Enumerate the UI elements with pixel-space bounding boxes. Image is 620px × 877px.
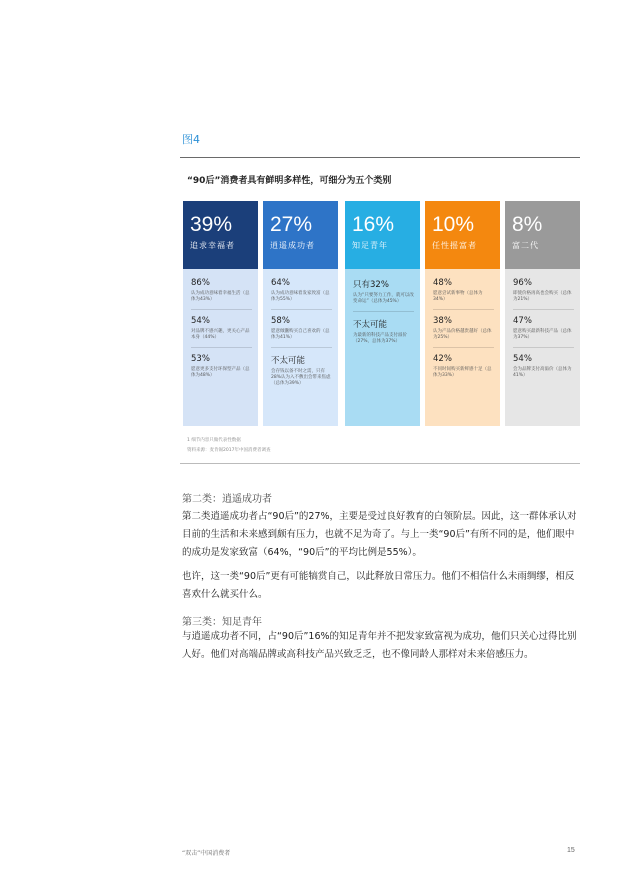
segment-name: 逍遥成功者: [270, 241, 315, 250]
segment-name: 追求幸福者: [190, 241, 235, 250]
segment-stat: [271, 316, 332, 348]
segment-header: [345, 201, 420, 269]
section-3-paragraph-1: 与逍遥成功者不同，占“90后”16%的知足青年并不把发家致富视为成功，他们只关心过得比别人好。他们对高端品牌或高科技产品兴致乏乏，也不像同龄人那样对未来倍感压力。: [182, 631, 577, 660]
chart-source-note: 资料来源：麦肯锡2017年中国消费者调查: [187, 448, 271, 453]
stat-description: 认为成功意味着幸福生活（总体为43%）: [191, 291, 250, 302]
segment-column-4: [425, 201, 500, 426]
segment-stat: [513, 354, 574, 385]
bottom-divider: [180, 463, 580, 464]
stat-description: 愿意更多支付环保型产品（总体为48%）: [191, 367, 250, 378]
segment-name: 任性摇富者: [432, 241, 477, 250]
chart-footnote: 1 细节内容只做代表性数据: [187, 438, 241, 443]
stat-description: 愿意倾囊购买自己喜欢的（总体为41%）: [271, 329, 330, 340]
stat-description: 对品牌不感兴趣，更关心产品本身（44%）: [191, 329, 250, 340]
stat-description: 不同时间购买新鲜感十足（总体为33%）: [433, 367, 492, 378]
segment-stat: [433, 278, 494, 310]
stat-value: 47%: [513, 316, 532, 326]
section-heading-2: 第二类：逍遥成功者: [182, 494, 272, 505]
stat-description: 认为产品价格越贵越好（总体为25%）: [433, 329, 492, 340]
stat-description: 认为成功意味着发家致富（总体为55%）: [271, 291, 330, 302]
segment-stat: [191, 278, 252, 310]
segment-body: [425, 269, 500, 426]
stat-value: 54%: [191, 316, 210, 326]
stat-value: 不太可能: [271, 356, 306, 366]
segment-percent: 39%: [190, 213, 233, 236]
segment-column-5: [505, 201, 580, 426]
stat-description: 愿意尝试新事物（总体为34%）: [433, 291, 483, 302]
section-2-paragraph-1: 第二类逍遥成功者占“90后”的27%，主要是受过良好教育的白领阶层。因此，这一群体承认对目前的生活和未来感到颇有压力，也就不足为奇了。与上一类“90后”有所不同的是，他们眼中的成功是发家致富（64%，“90后”的平均比例是55%）。: [182, 511, 577, 558]
segment-stat: [191, 316, 252, 348]
segment-stat: [271, 278, 332, 310]
stat-description: 即使价格再高也会购买（总体为21%）: [513, 291, 572, 302]
stat-value: 86%: [191, 278, 210, 288]
figure-label: 图4: [182, 133, 200, 146]
segment-column-1: [183, 201, 258, 426]
segment-stat: [513, 278, 574, 310]
segment-percent: 10%: [432, 213, 475, 236]
segment-header: [425, 201, 500, 269]
segment-stat: [433, 316, 494, 348]
segment-column-3: [345, 201, 420, 426]
segment-column-2: [263, 201, 338, 426]
segment-body: [345, 269, 420, 426]
segment-columns: [183, 201, 580, 426]
segment-percent: 27%: [270, 213, 313, 236]
segment-header: [263, 201, 338, 269]
stat-value: 42%: [433, 354, 452, 364]
segment-header: [505, 201, 580, 269]
segment-stat: [353, 278, 414, 312]
segment-body: [183, 269, 258, 426]
segment-stat: [191, 354, 252, 385]
segment-stat: [433, 354, 494, 385]
stat-value: 53%: [191, 354, 210, 364]
page-number: 15: [567, 847, 575, 854]
stat-value: 不太可能: [353, 320, 388, 330]
segment-name: 富二代: [512, 241, 539, 250]
segment-name: 知足青年: [352, 241, 388, 250]
section-2-paragraph-2: 也许，这一类“90后”更有可能犒赏自己，以此释放日常压力。他们不相信什么未雨绸缪，相反喜欢什么就买什么。: [182, 571, 575, 600]
segment-header: [183, 201, 258, 269]
segment-body: [505, 269, 580, 426]
footer-title: “双击”中国消费者: [182, 850, 231, 857]
segment-stat: [513, 316, 574, 348]
stat-value: 54%: [513, 354, 532, 364]
stat-value: 只有32%: [353, 280, 389, 290]
stat-description: 会存钱以备不时之需，只有28%认为入不敷出会带来焦虑（总体为39%）: [271, 369, 331, 386]
stat-description: 为最新的科技产品支付溢价（27%，总体为37%）: [353, 333, 407, 344]
segment-body: [263, 269, 338, 426]
stat-description: 会为品牌支付高溢价（总体为41%）: [513, 367, 572, 378]
top-divider: [180, 157, 580, 158]
segment-percent: 16%: [352, 213, 395, 236]
stat-value: 96%: [513, 278, 532, 288]
segment-stat: [271, 354, 332, 393]
stat-value: 58%: [271, 316, 290, 326]
section-heading-3: 第三类：知足青年: [182, 617, 262, 628]
stat-value: 48%: [433, 278, 452, 288]
stat-value: 64%: [271, 278, 290, 288]
stat-value: 38%: [433, 316, 452, 326]
stat-description: 愿意购买最新科技产品（总体为37%）: [513, 329, 572, 340]
segment-stat: [353, 318, 414, 351]
chart-title: “90后”消费者具有鲜明多样性，可细分为五个类别: [187, 176, 392, 186]
segment-percent: 8%: [512, 213, 543, 236]
stat-description: 认为“只要努力工作，就可以改变命运”（总体为45%）: [353, 293, 414, 304]
